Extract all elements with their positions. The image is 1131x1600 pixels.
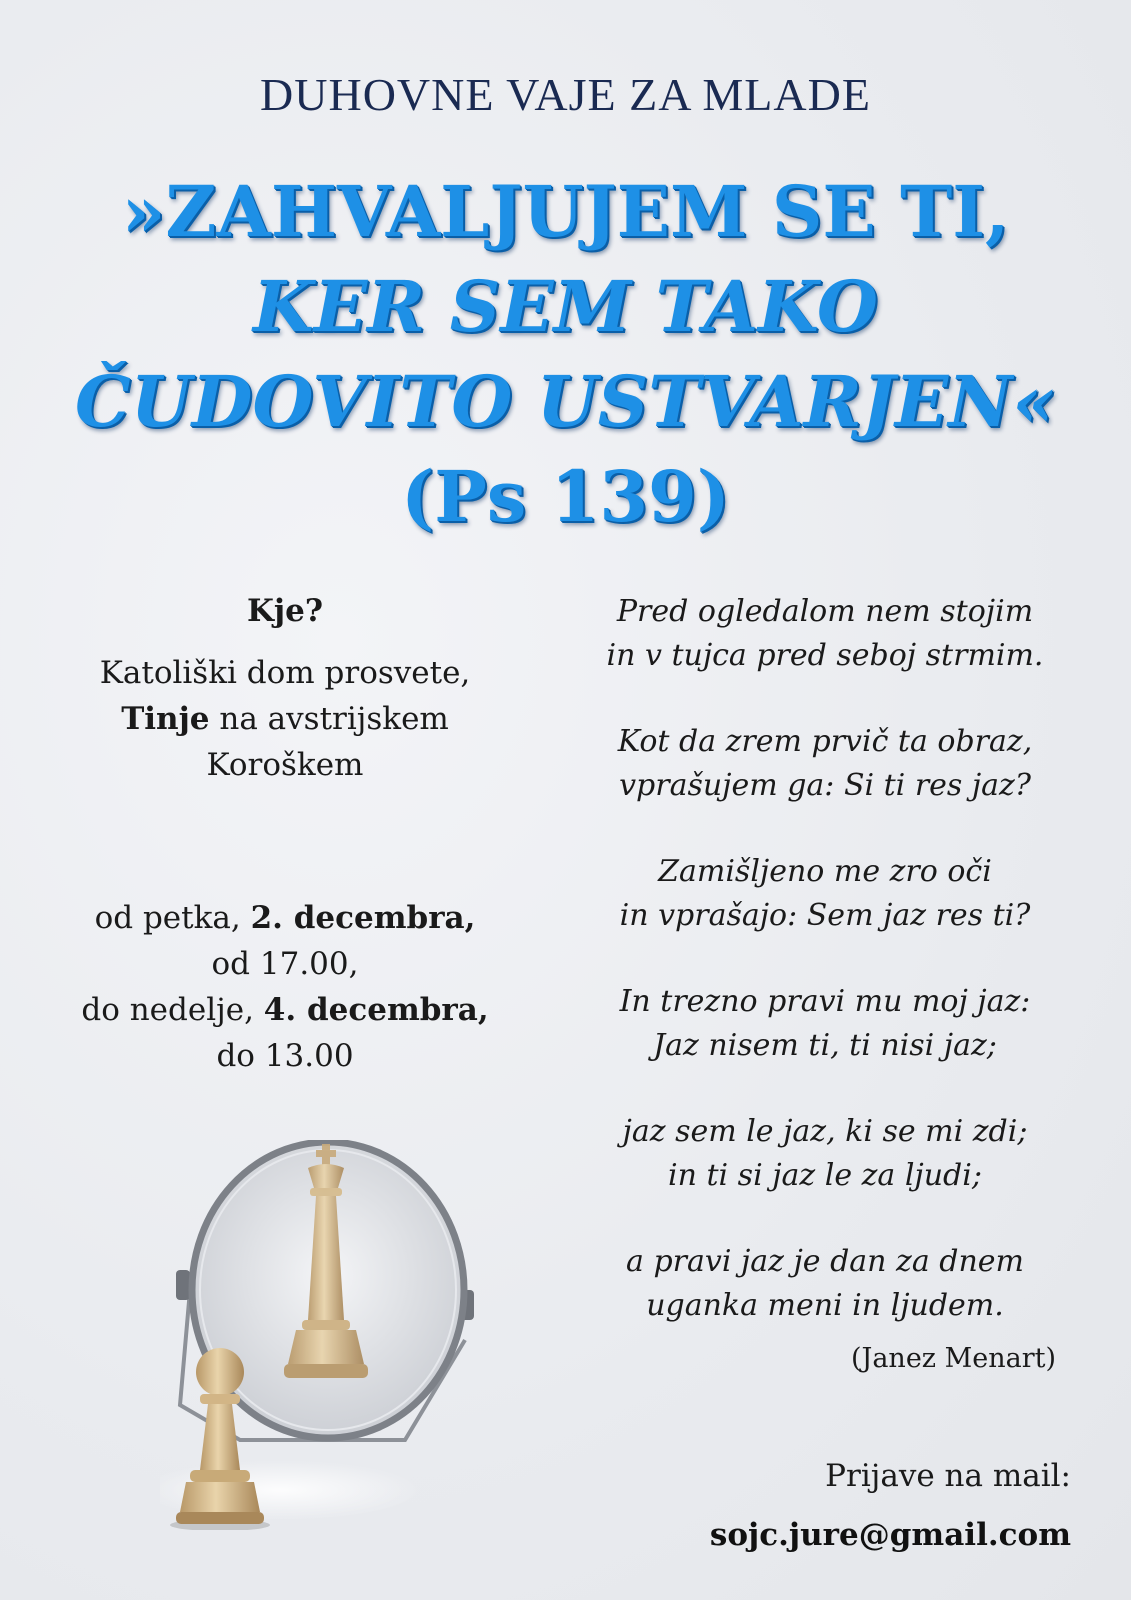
location-label: Kje? (246, 593, 324, 629)
signup-label: Prijave na mail: (825, 1458, 1071, 1494)
chess-mirror-illustration (160, 1140, 520, 1530)
poem-stanza (580, 720, 1070, 808)
location-place: Tinje (121, 701, 210, 737)
date-from-prefix: od petka, (94, 900, 251, 936)
poem-stanza (580, 850, 1070, 938)
poem-line: Kot da zrem prvič ta obraz, (617, 724, 1033, 759)
location-line-1: Katoliški dom prosvete, (99, 655, 471, 691)
location-line-3: Koroškem (206, 747, 364, 783)
date-to-prefix: do nedelje, (81, 992, 264, 1028)
time-from: od 17.00, (211, 946, 359, 982)
title-line-2: KER SEM TAKO (252, 265, 878, 348)
poem (580, 590, 1070, 1370)
location-line-2 (70, 696, 500, 742)
poem-line: In trezno pravi mu moj jaz: (619, 984, 1031, 1019)
poem-line: in ti si jaz le za ljudi; (668, 1158, 982, 1193)
date-from-day: 2. decembra, (250, 900, 476, 936)
signup-email[interactable]: sojc.jure@gmail.com (709, 1517, 1071, 1553)
poem-line: uganka meni in ljudem. (646, 1288, 1004, 1323)
poem-stanza (580, 1240, 1070, 1328)
time-to: do 13.00 (216, 1038, 354, 1074)
date-block (70, 895, 500, 1079)
poem-line: Zamišljeno me zro oči (658, 854, 992, 889)
date-to (70, 987, 500, 1033)
poem-line: a pravi jaz je dan za dnem (626, 1244, 1024, 1279)
poem-line: Jaz nisem ti, ti nisi jaz; (653, 1028, 997, 1063)
poem-author: (Janez Menart) (850, 1343, 1056, 1374)
date-from (70, 895, 500, 941)
poem-stanza (580, 1110, 1070, 1198)
poem-line: jaz sem le jaz, ki se mi zdi; (622, 1114, 1028, 1149)
event-type-heading: DUHOVNE VAJE ZA MLADE (260, 69, 871, 120)
poem-stanza (580, 590, 1070, 678)
location-region: na avstrijskem (209, 701, 449, 737)
title-line-3: ČUDOVITO USTVARJEN« (75, 360, 1056, 443)
poem-line: vprašujem ga: Si ti res jaz? (619, 768, 1031, 803)
poem-line: in vprašajo: Sem jaz res ti? (619, 898, 1031, 933)
title-line-1: »ZAHVALJUJEM SE TI, (121, 170, 1010, 253)
poem-line: Pred ogledalom nem stojim (616, 594, 1034, 629)
poem-stanza (580, 980, 1070, 1068)
poem-line: in v tujca pred seboj strmim. (606, 638, 1044, 673)
title-psalm-reference: (Ps 139) (401, 455, 730, 538)
date-to-day: 4. decembra, (263, 992, 489, 1028)
location-block (70, 650, 500, 788)
